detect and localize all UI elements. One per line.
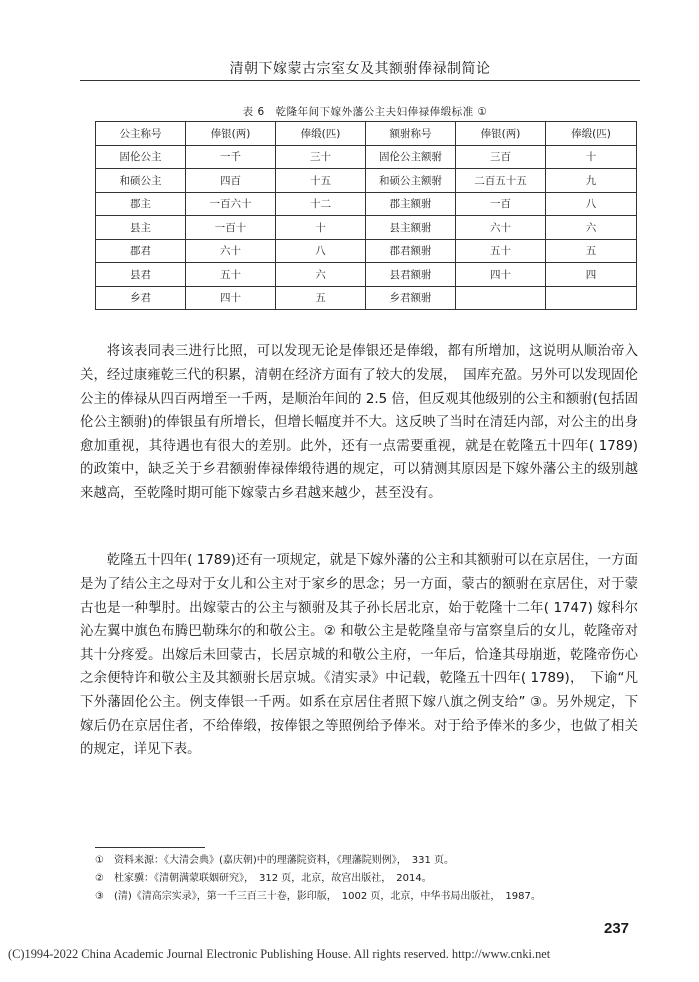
table-cell: 六十 xyxy=(186,239,276,263)
table-cell xyxy=(456,286,546,310)
page-number: 237 xyxy=(604,920,630,937)
table-cell: 六 xyxy=(546,216,637,240)
column-header: 公主称号 xyxy=(96,122,186,146)
table-cell: 乡君额驸 xyxy=(366,286,456,310)
table-cell: 郡主 xyxy=(96,192,186,216)
table-cell: 一千 xyxy=(186,145,276,169)
table-row xyxy=(96,216,637,240)
table-row xyxy=(96,239,637,263)
table-cell: 三十 xyxy=(276,145,366,169)
body-paragraph: 乾隆五十四年( 1789)还有一项规定，就是下嫁外藩的公主和其额驸可以在京居住，一方面是为了结公主之母对于女儿和公主对于家乡的思念；另一方面，蒙古的额驸在京居住，对于蒙古也是一种掣肘。出嫁蒙古的公主与额驸及其子孙长居北京，始于乾隆十二年( 1747) 嫁科尔沁左翼中旗色布腾巴勒珠尔的和敬公主。② 和敬公主是乾隆皇帝与富察皇后的女儿，乾隆帝对其十分疼爱。出嫁后未回蒙古，长居京城的和敬公主府，一年后，恰逢其母崩逝，乾隆帝伤心之余便特许和敬公主及其额驸长居京城。《清实录》中记载，乾隆五十四年( 1789)， 下谕“凡下外藩固伦公主。例支俸银一千两。如系在京居住者照下嫁八旗之例支给” ③。另外规定，下嫁后仍在京居住者，不给俸缎，按俸银之等照例给予俸米。对于给予俸米的多少，也做了相关的规定，详见下表。 xyxy=(80,553,638,758)
table-cell: 和硕公主额驸 xyxy=(366,169,456,193)
table-cell: 四百 xyxy=(186,169,276,193)
table-cell: 一百 xyxy=(456,192,546,216)
table-cell: 十二 xyxy=(276,192,366,216)
table-cell: 郡君 xyxy=(96,239,186,263)
table-row xyxy=(96,169,637,193)
table-cell: 十 xyxy=(546,145,637,169)
stipend-table xyxy=(95,121,637,310)
table-cell: 一百六十 xyxy=(186,192,276,216)
table-cell: 五 xyxy=(276,286,366,310)
table-cell: 五十 xyxy=(186,263,276,287)
footnote-rule xyxy=(95,847,205,848)
table-title: 表 6 乾隆年间下嫁外藩公主夫妇俸禄俸缎标准 ① xyxy=(242,106,488,118)
column-header: 俸银(两) xyxy=(456,122,546,146)
table-cell: 郡君额驸 xyxy=(366,239,456,263)
table-row xyxy=(96,192,637,216)
column-header: 俸缎(匹) xyxy=(546,122,637,146)
table-cell: 一百十 xyxy=(186,216,276,240)
column-header: 额驸称号 xyxy=(366,122,456,146)
table-cell: 固伦公主额驸 xyxy=(366,145,456,169)
table-cell: 四 xyxy=(546,263,637,287)
table-cell xyxy=(546,286,637,310)
running-header: 清朝下嫁蒙古宗室女及其额驸俸禄制简论 xyxy=(229,61,491,77)
table-cell: 四十 xyxy=(456,263,546,287)
footnote: ① 资料来源：《大清会典》(嘉庆朝)中的理藩院资料，《理藩院则例》， 331 页。 xyxy=(95,855,455,866)
table-cell: 十 xyxy=(276,216,366,240)
column-header: 俸银(两) xyxy=(186,122,276,146)
copyright-line: (C)1994-2022 China Academic Journal Electronic Publishing House. All rights reserved. http://www.cnki.net xyxy=(8,947,551,961)
table-cell: 固伦公主 xyxy=(96,145,186,169)
body-paragraph: 将该表同表三进行比照，可以发现无论是俸银还是俸缎，都有所增加，这说明从顺治帝入关，经过康雍乾三代的积累，清朝在经济方面有了较大的发展， 国库充盈。另外可以发现固伦公主的俸禄从四百两增至一千两，是顺治年间的 2.5 倍，但反观其他级别的公主和额驸(包括固伦公主额驸)的俸银虽有所增长，但增长幅度并不大。这反映了当时在清廷内部，对公主的出身愈加重视，其待遇也有很大的差别。此外，还有一点需要重视，就是在乾隆五十四年( 1789) 的政策中，缺乏关于乡君额驸俸禄俸缎待遇的规定，可以猜测其原因是下嫁外藩公主的级别越来越高，至乾隆时期可能下嫁蒙古乡君越来越少，甚至没有。 xyxy=(80,344,638,501)
table-cell: 六十 xyxy=(456,216,546,240)
footnote: ③ (清)《清高宗实录》，第一千三百三十卷，影印版， 1002 页，北京，中华书局出版社， 1987。 xyxy=(95,891,541,902)
table-cell: 九 xyxy=(546,169,637,193)
table-cell: 县君 xyxy=(96,263,186,287)
table-cell: 四十 xyxy=(186,286,276,310)
table-cell: 八 xyxy=(546,192,637,216)
table-cell: 县主额驸 xyxy=(366,216,456,240)
table-cell: 三百 xyxy=(456,145,546,169)
table-cell: 六 xyxy=(276,263,366,287)
footnotes xyxy=(95,852,640,906)
table-cell: 和硕公主 xyxy=(96,169,186,193)
table-row xyxy=(96,263,637,287)
table-cell: 五十 xyxy=(456,239,546,263)
table-row xyxy=(96,286,637,310)
table-cell: 县主 xyxy=(96,216,186,240)
table-cell: 郡主额驸 xyxy=(366,192,456,216)
table-cell: 八 xyxy=(276,239,366,263)
header-rule xyxy=(80,80,640,81)
table-cell: 二百五十五 xyxy=(456,169,546,193)
table-cell: 五 xyxy=(546,239,637,263)
table-cell: 乡君 xyxy=(96,286,186,310)
table-cell: 县君额驸 xyxy=(366,263,456,287)
table-row xyxy=(96,145,637,169)
table-cell: 十五 xyxy=(276,169,366,193)
footnote: ② 杜家骥：《清朝满蒙联姻研究》， 312 页，北京，故宫出版社， 2014。 xyxy=(95,873,432,884)
table-header-row xyxy=(96,122,637,146)
column-header: 俸缎(匹) xyxy=(276,122,366,146)
